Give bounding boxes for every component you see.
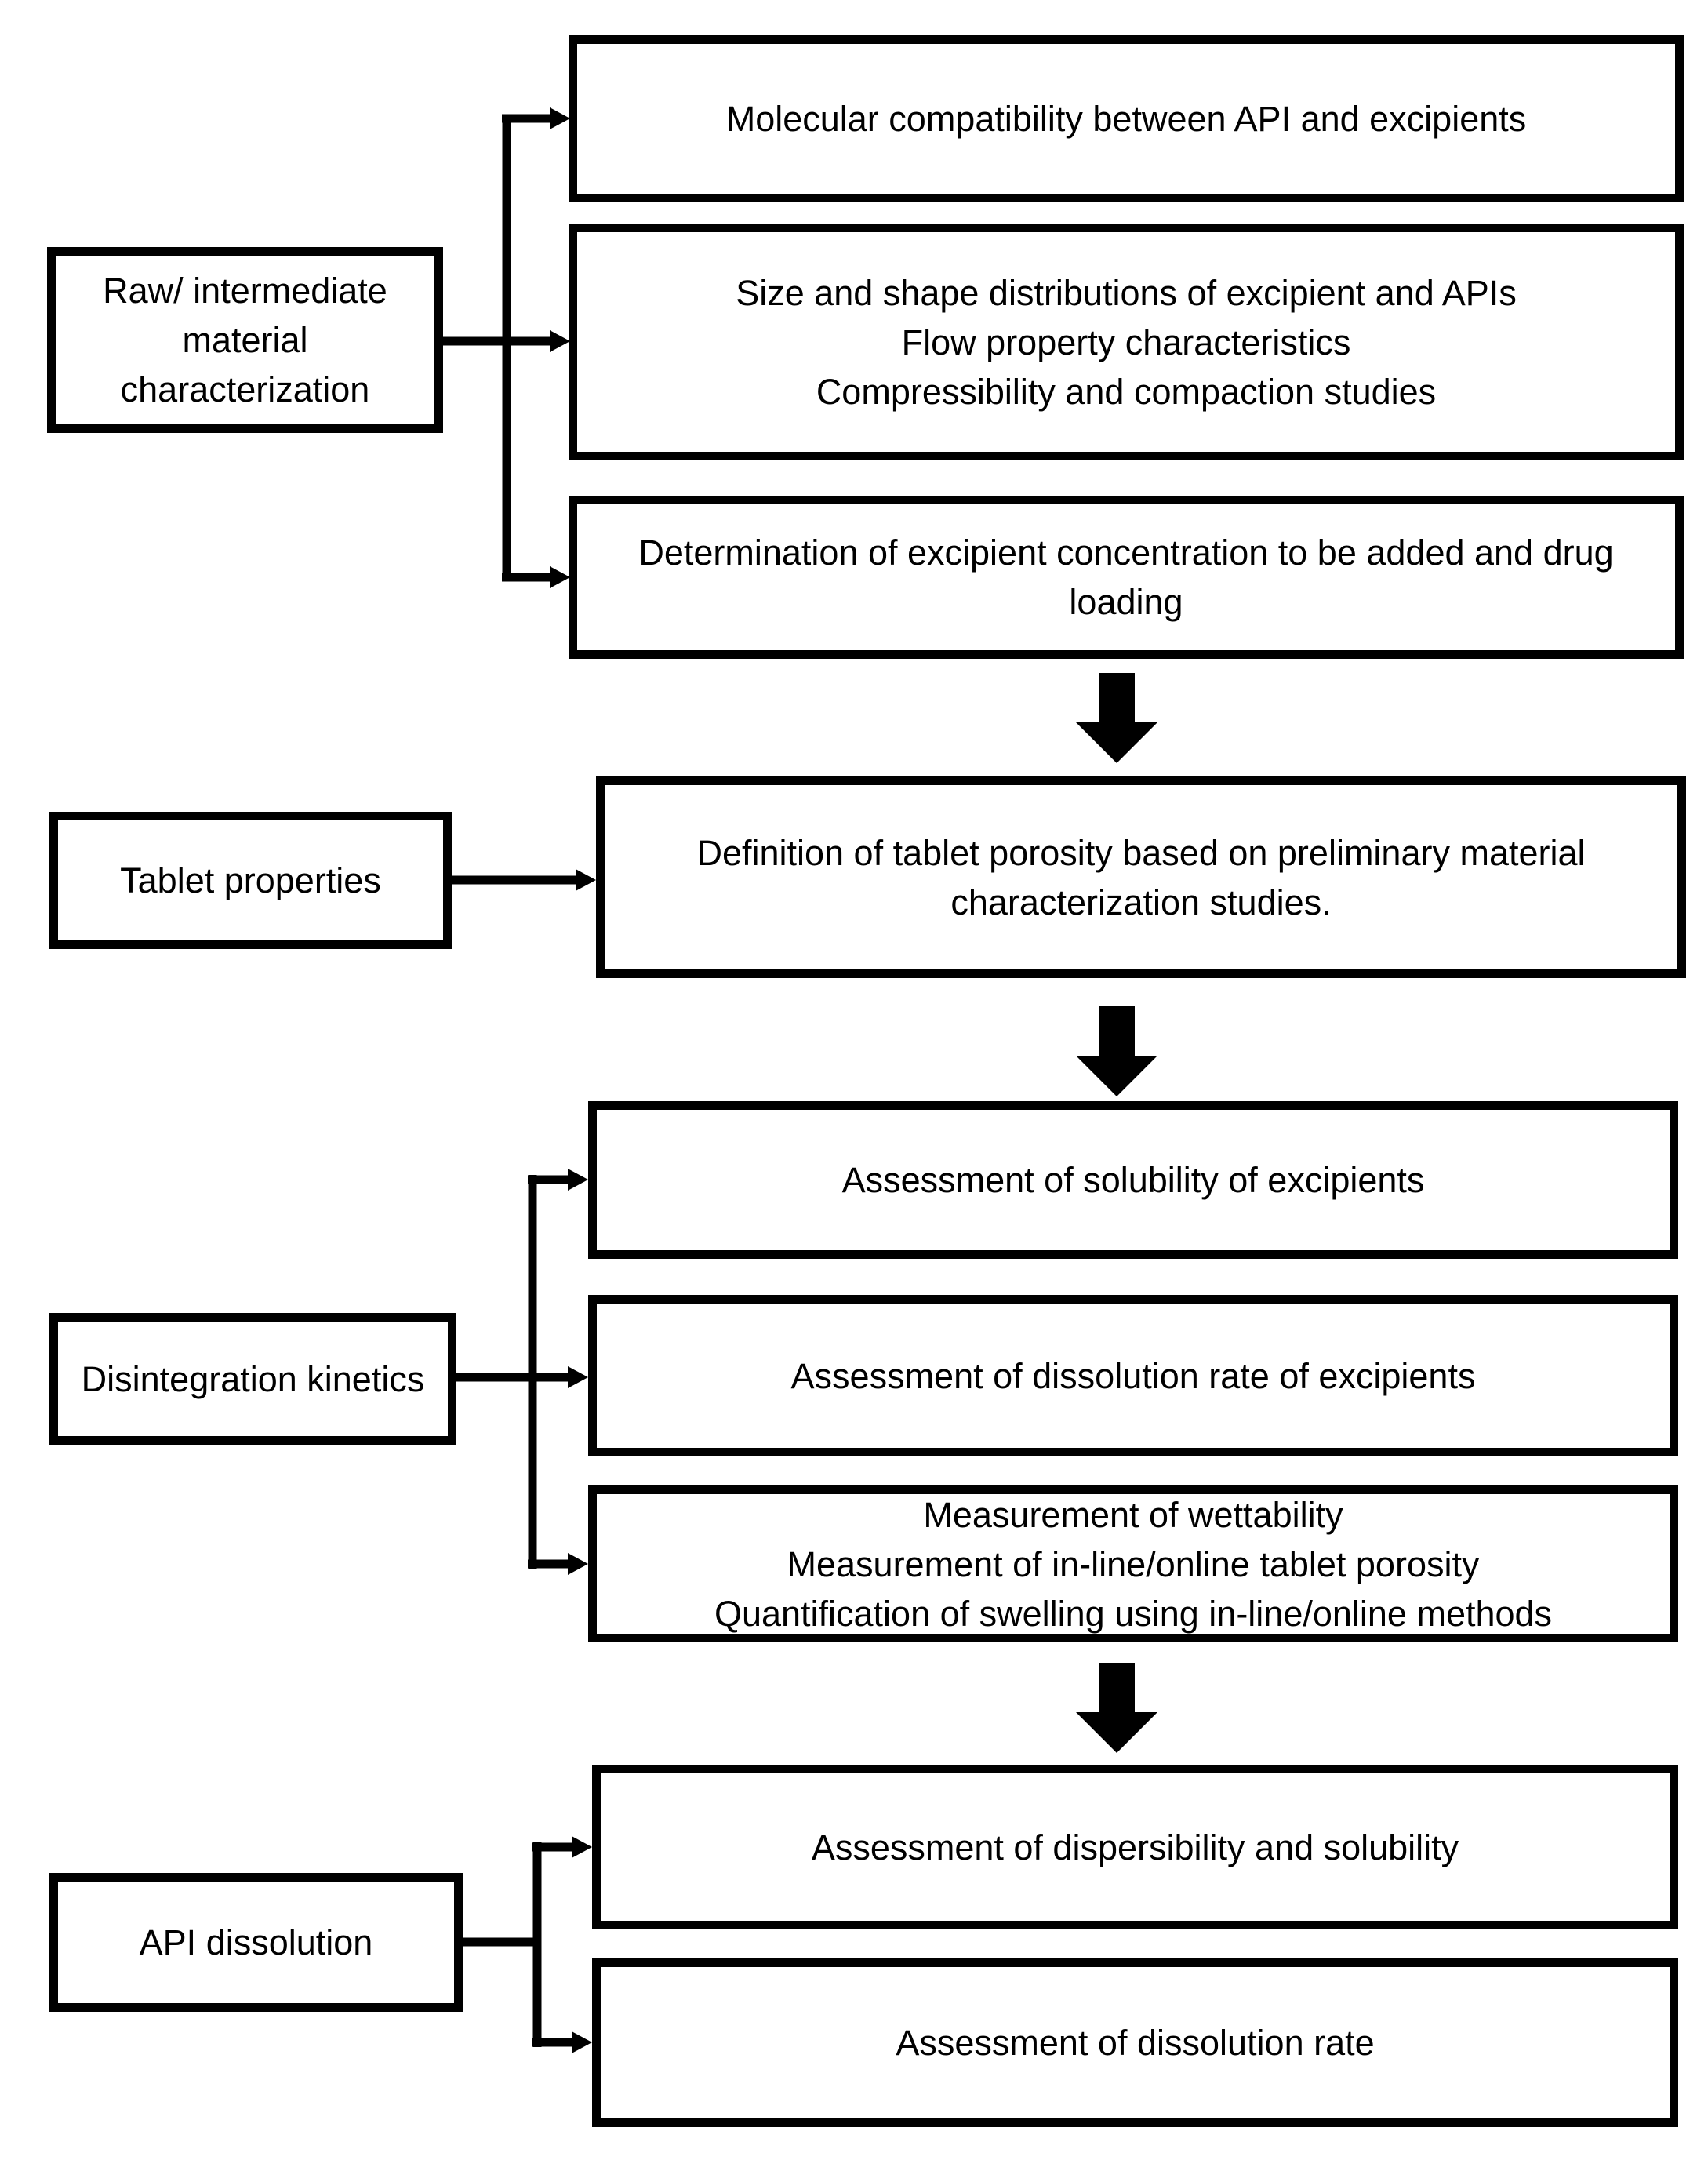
arrowhead-icon [550, 566, 570, 588]
box-text-line: API dissolution [139, 1922, 373, 1962]
down-block-arrow-icon [1076, 1663, 1157, 1753]
box-text-line: characterization studies. [950, 882, 1332, 922]
target-box-excipient-concentration-drug-loading [569, 496, 1684, 659]
box-text-line: Disintegration kinetics [81, 1358, 425, 1399]
arrowhead-icon [568, 1169, 588, 1191]
connector-disintegration-branch [456, 1169, 588, 1575]
connector-api-dissolution-branch [463, 1836, 592, 2053]
arrowhead-icon [550, 330, 570, 352]
box-text-line: characterization [120, 369, 370, 409]
source-box-api-dissolution [49, 1873, 463, 2012]
box-text-line: Assessment of dissolution rate [896, 2023, 1375, 2063]
arrowhead-icon [550, 107, 570, 129]
box-text-line: Measurement of wettability [923, 1494, 1343, 1535]
box-text-line: loading [1069, 582, 1183, 622]
box-text-line: Determination of excipient concentration to be added and drug [638, 533, 1614, 573]
box-text-line: Assessment of solubility of excipients [841, 1160, 1425, 1200]
box-text-line: Assessment of dispersibility and solubility [811, 1827, 1459, 1867]
arrowhead-icon [572, 1836, 592, 1858]
connector-raw-material-branch [443, 107, 570, 588]
box-text-line: Quantification of swelling using in-line/online methods [714, 1593, 1553, 1634]
connector-tablet-properties [452, 869, 596, 891]
box-text-line: Definition of tablet porosity based on preliminary material [696, 832, 1586, 873]
arrowhead-icon [568, 1366, 588, 1388]
box-text-line: Size and shape distributions of excipient and APIs [736, 272, 1517, 313]
target-box-size-shape-flow-compressibility [569, 224, 1684, 460]
down-block-arrow-icon [1076, 673, 1157, 763]
source-box-disintegration-kinetics [49, 1313, 456, 1445]
arrowhead-icon [572, 2031, 592, 2053]
target-box-dispersibility-and-solubility [592, 1765, 1678, 1929]
down-block-arrow-icon [1076, 1006, 1157, 1096]
box-text-line: Compressibility and compaction studies [816, 371, 1437, 412]
target-box-molecular-compatibility [569, 35, 1684, 202]
box-text-line: Measurement of in-line/online tablet porosity [787, 1544, 1480, 1584]
arrowhead-icon [576, 869, 596, 891]
target-box-dissolution-rate [592, 1958, 1678, 2127]
box-text-line: Molecular compatibility between API and excipients [725, 99, 1527, 139]
box-text-line: material [182, 320, 308, 360]
box-text-line: Assessment of dissolution rate of excipients [790, 1355, 1476, 1396]
box-text-line: Tablet properties [120, 860, 381, 900]
box-text-line: Flow property characteristics [901, 322, 1351, 362]
target-box-dissolution-rate-of-excipients [588, 1295, 1678, 1456]
source-box-raw-intermediate-material-characterization [47, 247, 443, 433]
source-box-tablet-properties [49, 812, 452, 949]
target-box-wettability-porosity-swelling [588, 1485, 1678, 1642]
target-box-solubility-of-excipients [588, 1101, 1678, 1259]
target-box-tablet-porosity-definition [596, 776, 1686, 978]
arrowhead-icon [568, 1553, 588, 1575]
box-text-line: Raw/ intermediate [103, 271, 387, 311]
